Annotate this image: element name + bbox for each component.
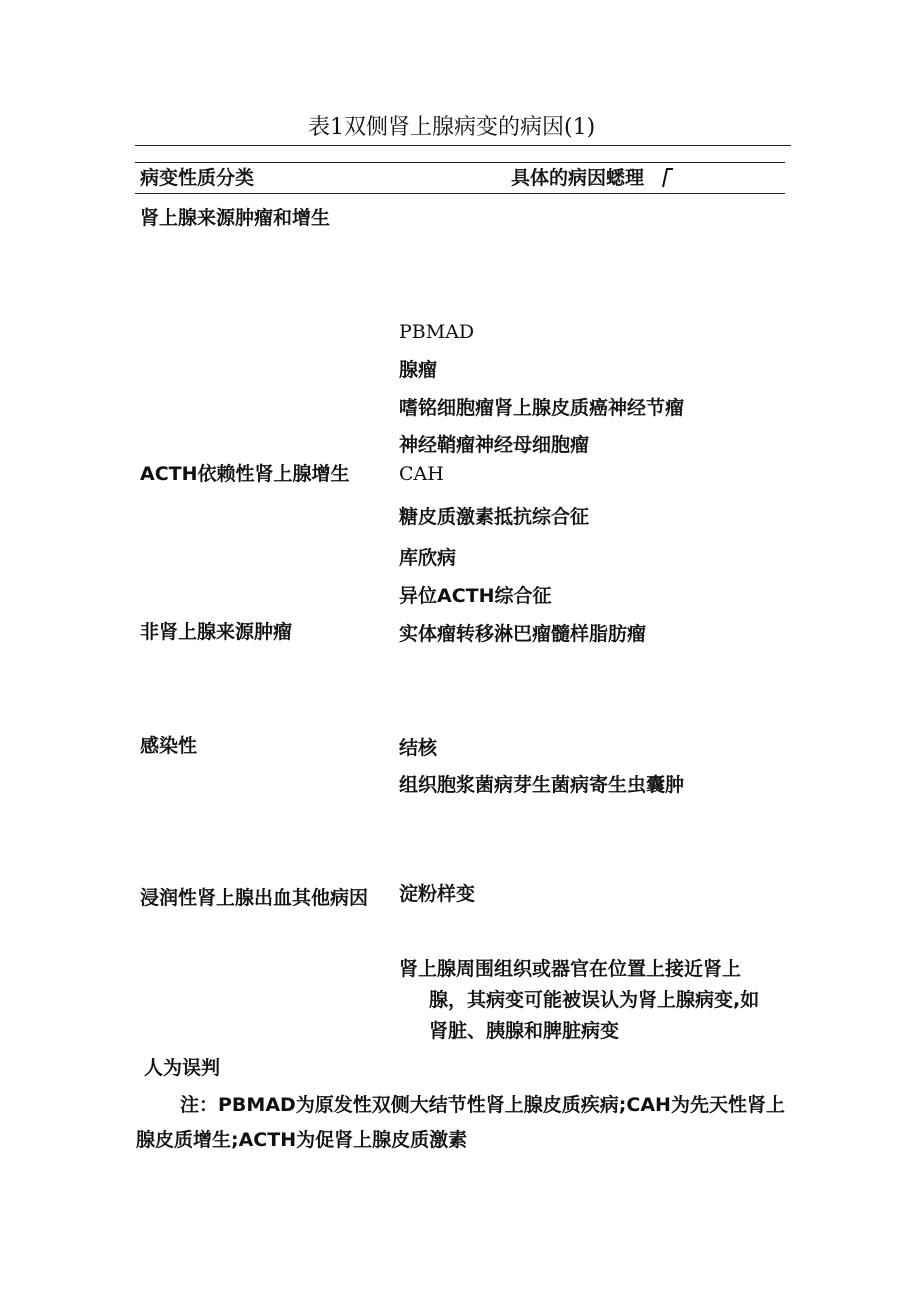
category-infectious: 感染性 [140, 735, 198, 757]
header-causes: 具体的病因蟋理 [511, 167, 645, 189]
cause-cah: CAH [399, 463, 444, 485]
category-misjudgment: 人为误判 [144, 1057, 221, 1079]
note-line2: 腺皮质增生;ACTH为促肾上腺皮质激素 [136, 1129, 468, 1151]
note-line1: 注：PBMAD为原发性双侧大结节性肾上腺皮质疾病;CAH为先天性肾上 [180, 1094, 785, 1116]
header-bottom-rule [135, 193, 785, 194]
cause-pbmad: PBMAD [399, 321, 475, 343]
cause-pheochromocytoma-line: 嗜铭细胞瘤肾上腺皮质癌神经节瘤 [399, 397, 685, 419]
header-top-rule [135, 162, 785, 163]
category-non-adrenal-tumor: 非肾上腺来源肿瘤 [140, 621, 293, 643]
category-acth-dependent: ACTH依赖性肾上腺增生 [140, 463, 350, 485]
cause-periadrenal-line1: 肾上腺周围组织或器官在位置上接近肾上 [399, 958, 742, 980]
cause-amyloid: 淀粉样变 [399, 883, 476, 905]
cause-periadrenal-line3: 肾脏、胰腺和脾脏病变 [429, 1020, 620, 1042]
cause-schwannoma-line: 神经鞘瘤神经母细胞瘤 [399, 434, 590, 456]
cause-tuberculosis: 结核 [399, 737, 438, 759]
cause-ectopic-acth: 异位ACTH综合征 [399, 585, 552, 607]
title-rule [135, 145, 791, 146]
table-title: 表1双侧肾上腺病变的病因(1) [308, 115, 596, 140]
category-adrenal-tumor: 肾上腺来源肿瘤和增生 [140, 207, 331, 229]
cause-cushing: 库欣病 [399, 547, 457, 569]
cause-glucocorticoid-resistance: 糖皮质激素抵抗综合征 [399, 506, 590, 528]
category-infiltrative-other: 浸润性肾上腺出血其他病因 [140, 887, 369, 909]
cause-periadrenal-line2: 腺，其病变可能被误认为肾上腺病变,如 [429, 989, 760, 1011]
cause-adenoma: 腺瘤 [399, 359, 438, 381]
cause-solid-tumor-line: 实体瘤转移淋巴瘤髓样脂肪瘤 [399, 623, 647, 645]
bracket-mark-icon [660, 167, 676, 189]
cause-fungal-line: 组织胞浆菌病芽生菌病寄生虫囊肿 [399, 774, 685, 796]
header-category: 病变性质分类 [140, 167, 255, 189]
